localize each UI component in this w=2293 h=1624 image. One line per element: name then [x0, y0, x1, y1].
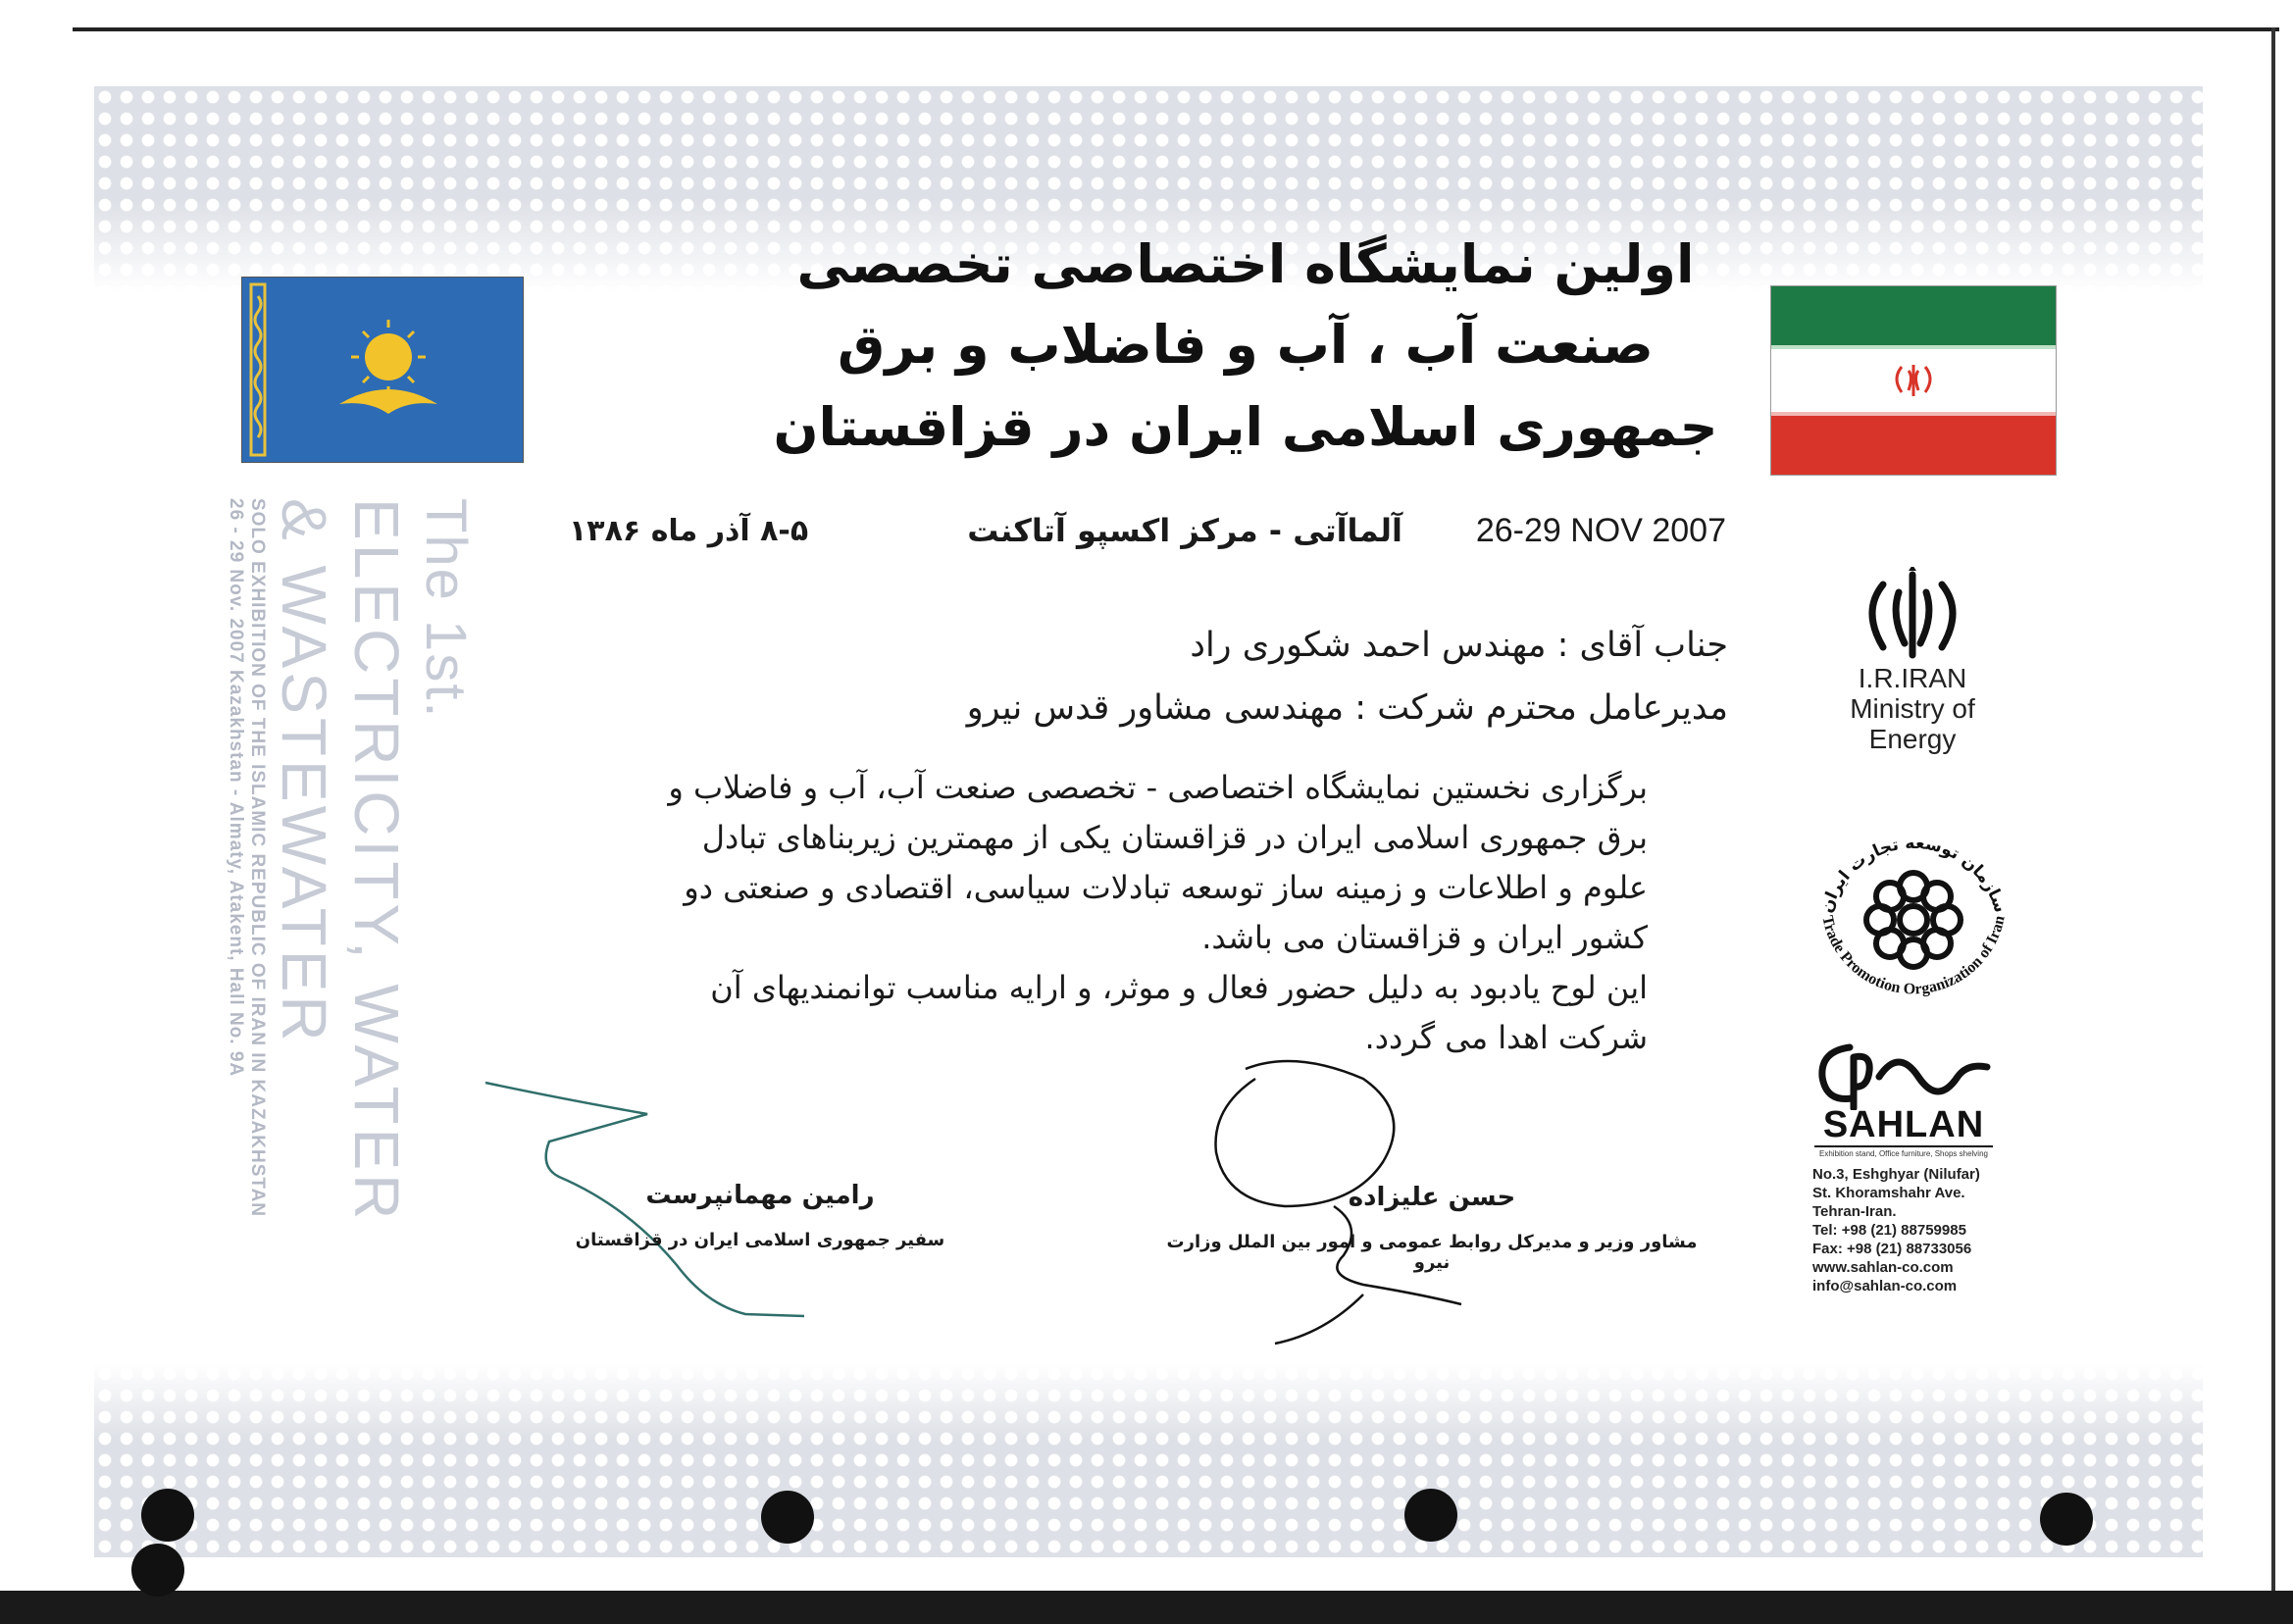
sahlan-logo-mark [1810, 1038, 1997, 1110]
vertical-title-line4: SOLO EXHIBITION OF THE ISLAMIC REPUBLIC OF IRAN IN KAZAKHSTAN [247, 498, 268, 1218]
iran-emblem-icon [1854, 567, 1971, 665]
signatory-right-name: حسن علیزاده [1348, 1183, 1516, 1212]
title-line-1: اولین نمایشگاه اختصاصی تخصصی [796, 233, 1695, 295]
body-paragraph-2: این لوح یادبود به دلیل حضور فعال و موثر، و ارایه مناسب توانمندیهای آن شرکت اهدا می گردد. [710, 969, 1648, 1056]
vertical-title-line5: 26 - 29 Nov. 2007 Kazakhstan - Almaty, Atakent, Hall No. 9A [226, 498, 246, 1078]
signatory-right [1157, 1183, 1707, 1273]
event-date-en: 26-29 NOV 2007 [1475, 512, 1726, 549]
sahlan-contact-info [1812, 1165, 2009, 1295]
sahlan-name: SAHLAN [1822, 1104, 1985, 1145]
dot-pattern-bottom [94, 1363, 2203, 1557]
vertical-title-line2: ELECTRICITY, WATER [341, 498, 412, 1224]
body-paragraph-1: برگزاری نخستین نمایشگاه اختصاصی - تخصصی صنعت آب، آب و فاضلاب و برق جمهوری اسلامی ایران در قزاقستان یکی از مهمترین زیربناهای تبادل علوم و اطلاعات و زمینه ساز توسعه تبادلات سیاسی، اقتصادی و صنعتی دو کشور ایران و قزاقستان می باشد. [668, 769, 1648, 956]
moe-line-3: Energy [1868, 724, 1957, 754]
scan-border-bottom [0, 1591, 2293, 1624]
trade-promotion-organization-logo [1801, 802, 2026, 1028]
punch-hole [1404, 1489, 1457, 1542]
title-line-3: جمهوری اسلامی ایران در قزاقستان [773, 396, 1718, 458]
sahlan-web-link[interactable]: www.sahlan-co.com [1812, 1259, 1954, 1276]
signatory-left-name: رامین مهمانپرست [645, 1181, 875, 1210]
signatory-right-title: مشاور وزیر و مدیرکل روابط عمومی و امور بین الملل وزارت نیرو [1166, 1232, 1698, 1273]
event-date-row [569, 512, 1726, 571]
moe-line-1: I.R.IRAN [1858, 663, 1967, 693]
kazakhstan-flag [241, 277, 524, 463]
svg-text:Trade Promotion Organization o [1818, 914, 2008, 997]
tpo-text-fa: سازمان توسعه تجارت ایران [1816, 833, 2011, 916]
punch-hole [131, 1544, 184, 1597]
sahlan-email-link[interactable]: info@sahlan-co.com [1812, 1278, 1958, 1294]
punch-hole [761, 1491, 814, 1544]
vertical-title-line3: & WASTEWATER [269, 498, 339, 1045]
company-line: مدیرعامل محترم شرکت : مهندسی مشاور قدس نیرو [966, 688, 1728, 728]
certificate-body [628, 763, 1648, 1063]
sahlan-fax: Fax: +98 (21) 88733056 [1812, 1241, 1972, 1257]
scan-border-right [2271, 27, 2275, 1597]
sahlan-tel: Tel: +98 (21) 88759985 [1812, 1222, 1966, 1239]
moe-line-2: Ministry of [1850, 693, 1975, 724]
event-venue: آلماآتی - مرکز اکسپو آتاکنت [967, 512, 1402, 549]
punch-hole [2040, 1493, 2093, 1546]
signatory-left [549, 1181, 971, 1250]
sahlan-address-1: No.3, Eshghyar (Nilufar) [1812, 1166, 1980, 1183]
tpo-text-en: Trade Promotion Organization of Iran [1818, 914, 2009, 998]
sahlan-city: Tehran-Iran. [1812, 1203, 1897, 1220]
signatory-left-title: سفیر جمهوری اسلامی ایران در قزاقستان [575, 1230, 945, 1250]
title-line-2: صنعت آب ، آب و فاضلاب و برق [838, 314, 1654, 376]
sahlan-tagline: Exhibition stand, Office furniture, Shops shelving [1814, 1145, 1993, 1158]
ministry-of-energy-label [1805, 663, 2020, 754]
vertical-title-line1: The 1st. [414, 498, 478, 720]
punch-hole [141, 1489, 194, 1542]
scan-border-top [73, 27, 2279, 31]
vertical-english-title [226, 498, 481, 1322]
recipient-line: جناب آقای : مهندس احمد شکوری راد [1190, 626, 1728, 665]
event-date-fa: ۸-۵ آذر ماه ۱۳۸۶ [569, 514, 809, 548]
sahlan-address-2: St. Khoramshahr Ave. [1812, 1185, 1965, 1201]
